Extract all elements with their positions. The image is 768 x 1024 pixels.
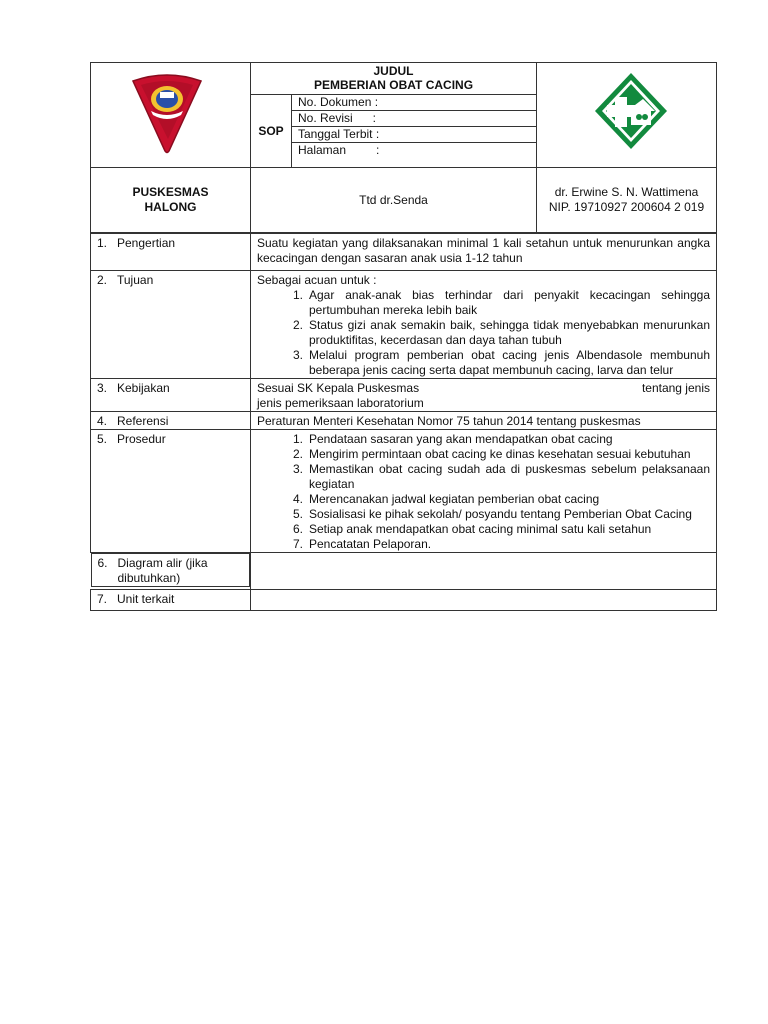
label-diagram: 6. Diagram alir (jika dibutuhkan) bbox=[91, 553, 251, 587]
puskesmas-line-1: PUSKESMAS bbox=[132, 185, 209, 199]
list-item: 2. Status gizi anak semakin baik, sehingga tidak menyebabkan menurunkan produktifitas, kecerdasan dan daya tahan tubuh bbox=[292, 318, 710, 347]
puskesmas-line-2: HALONG bbox=[144, 200, 197, 214]
list-item: 5. Sosialisasi ke pihak sekolah/ posyandu tentang Pemberian Obat Cacing bbox=[292, 507, 692, 521]
sop-label: SOP bbox=[251, 95, 292, 167]
label-referensi: 4. Referensi bbox=[91, 412, 251, 430]
row-unit-terkait bbox=[91, 590, 717, 611]
label-pengertian: 1. Pengertian bbox=[91, 234, 251, 271]
list-item: 3. Melalui program pemberian obat cacing jenis Albendasole membunuh beberapa jenis cacing serta dapat membunuh cacing, larva dan telur bbox=[292, 348, 710, 377]
list-item: 3. Memastikan obat cacing sudah ada di puskesmas sebelum pelaksanaan kegiatan bbox=[292, 462, 710, 491]
list-item: 4. Merencanakan jadwal kegiatan pemberian obat cacing bbox=[292, 492, 600, 506]
label-prosedur: 5. Prosedur bbox=[91, 430, 251, 553]
kebijakan-text-right: tentang jenis bbox=[641, 381, 710, 395]
row-kebijakan bbox=[91, 379, 717, 412]
value-diagram bbox=[251, 553, 717, 590]
field-tanggal-terbit: Tanggal Terbit : bbox=[292, 127, 536, 143]
title-line-2: PEMBERIAN OBAT CACING bbox=[313, 78, 474, 92]
sop-title bbox=[251, 63, 536, 95]
field-halaman: Halaman : bbox=[298, 143, 380, 157]
field-no-revisi: No. Revisi : bbox=[292, 111, 536, 127]
tujuan-intro: Sebagai acuan untuk : bbox=[257, 273, 377, 287]
puskesmas-name-cell bbox=[91, 168, 251, 233]
signature-cell bbox=[251, 168, 537, 233]
list-item: 6. Setiap anak mendapatkan obat cacing minimal satu kali setahun bbox=[292, 522, 652, 536]
value-pengertian: Suatu kegiatan yang dilaksanakan minimal 1 kali setahun untuk menurunkan angka kecacingan dengan sasaran anak usia 1-12 tahun bbox=[251, 234, 717, 271]
list-item: 1. Pendataan sasaran yang akan mendapatkan obat cacing bbox=[292, 432, 613, 446]
kebijakan-text-left: Sesuai SK Kepala Puskesmas bbox=[257, 381, 420, 395]
value-referensi: Peraturan Menteri Kesehatan Nomor 75 tahun 2014 tentang puskesmas bbox=[251, 412, 717, 430]
row-tujuan bbox=[91, 271, 717, 379]
kebijakan-text-line2: jenis pemeriksaan laboratorium bbox=[257, 396, 424, 410]
official-nip: NIP. 19710927 200604 2 019 bbox=[548, 200, 705, 214]
list-item: 1. Agar anak-anak bias terhindar dari penyakit kecacingan sehingga pertumbuhan mereka lebih baik bbox=[292, 288, 710, 317]
title-sop-cell bbox=[251, 63, 537, 168]
list-item: 2. Mengirim permintaan obat cacing ke dinas kesehatan sesuai kebutuhan bbox=[292, 447, 691, 461]
row-pengertian bbox=[91, 234, 717, 271]
left-logo-cell bbox=[91, 63, 251, 168]
official-cell bbox=[537, 168, 717, 233]
regional-emblem-logo-icon bbox=[129, 71, 205, 155]
sop-header-table bbox=[90, 62, 717, 233]
label-unit-terkait: 7. Unit terkait bbox=[91, 590, 251, 611]
row-prosedur bbox=[91, 430, 717, 553]
tujuan-list bbox=[257, 288, 710, 378]
sop-document bbox=[90, 62, 716, 611]
label-kebijakan: 3. Kebijakan bbox=[91, 379, 251, 412]
value-unit-terkait bbox=[251, 590, 717, 611]
right-logo-cell bbox=[537, 63, 717, 168]
row-diagram bbox=[91, 553, 717, 590]
value-kebijakan bbox=[251, 379, 717, 412]
value-tujuan bbox=[251, 271, 717, 379]
puskesmas-logo-icon bbox=[593, 71, 669, 151]
field-no-dokumen: No. Dokumen : bbox=[292, 95, 536, 111]
prosedur-list bbox=[257, 432, 710, 552]
sop-content-table bbox=[90, 233, 717, 611]
title-line-1: JUDUL bbox=[373, 64, 414, 78]
value-prosedur bbox=[251, 430, 717, 553]
official-name: dr. Erwine S. N. Wattimena bbox=[554, 185, 699, 199]
row-referensi bbox=[91, 412, 717, 430]
label-tujuan: 2. Tujuan bbox=[91, 271, 251, 379]
sop-fields bbox=[292, 95, 536, 167]
signature-text: Ttd dr.Senda bbox=[359, 192, 428, 207]
list-item: 7. Pencatatan Pelaporan. bbox=[292, 537, 432, 551]
